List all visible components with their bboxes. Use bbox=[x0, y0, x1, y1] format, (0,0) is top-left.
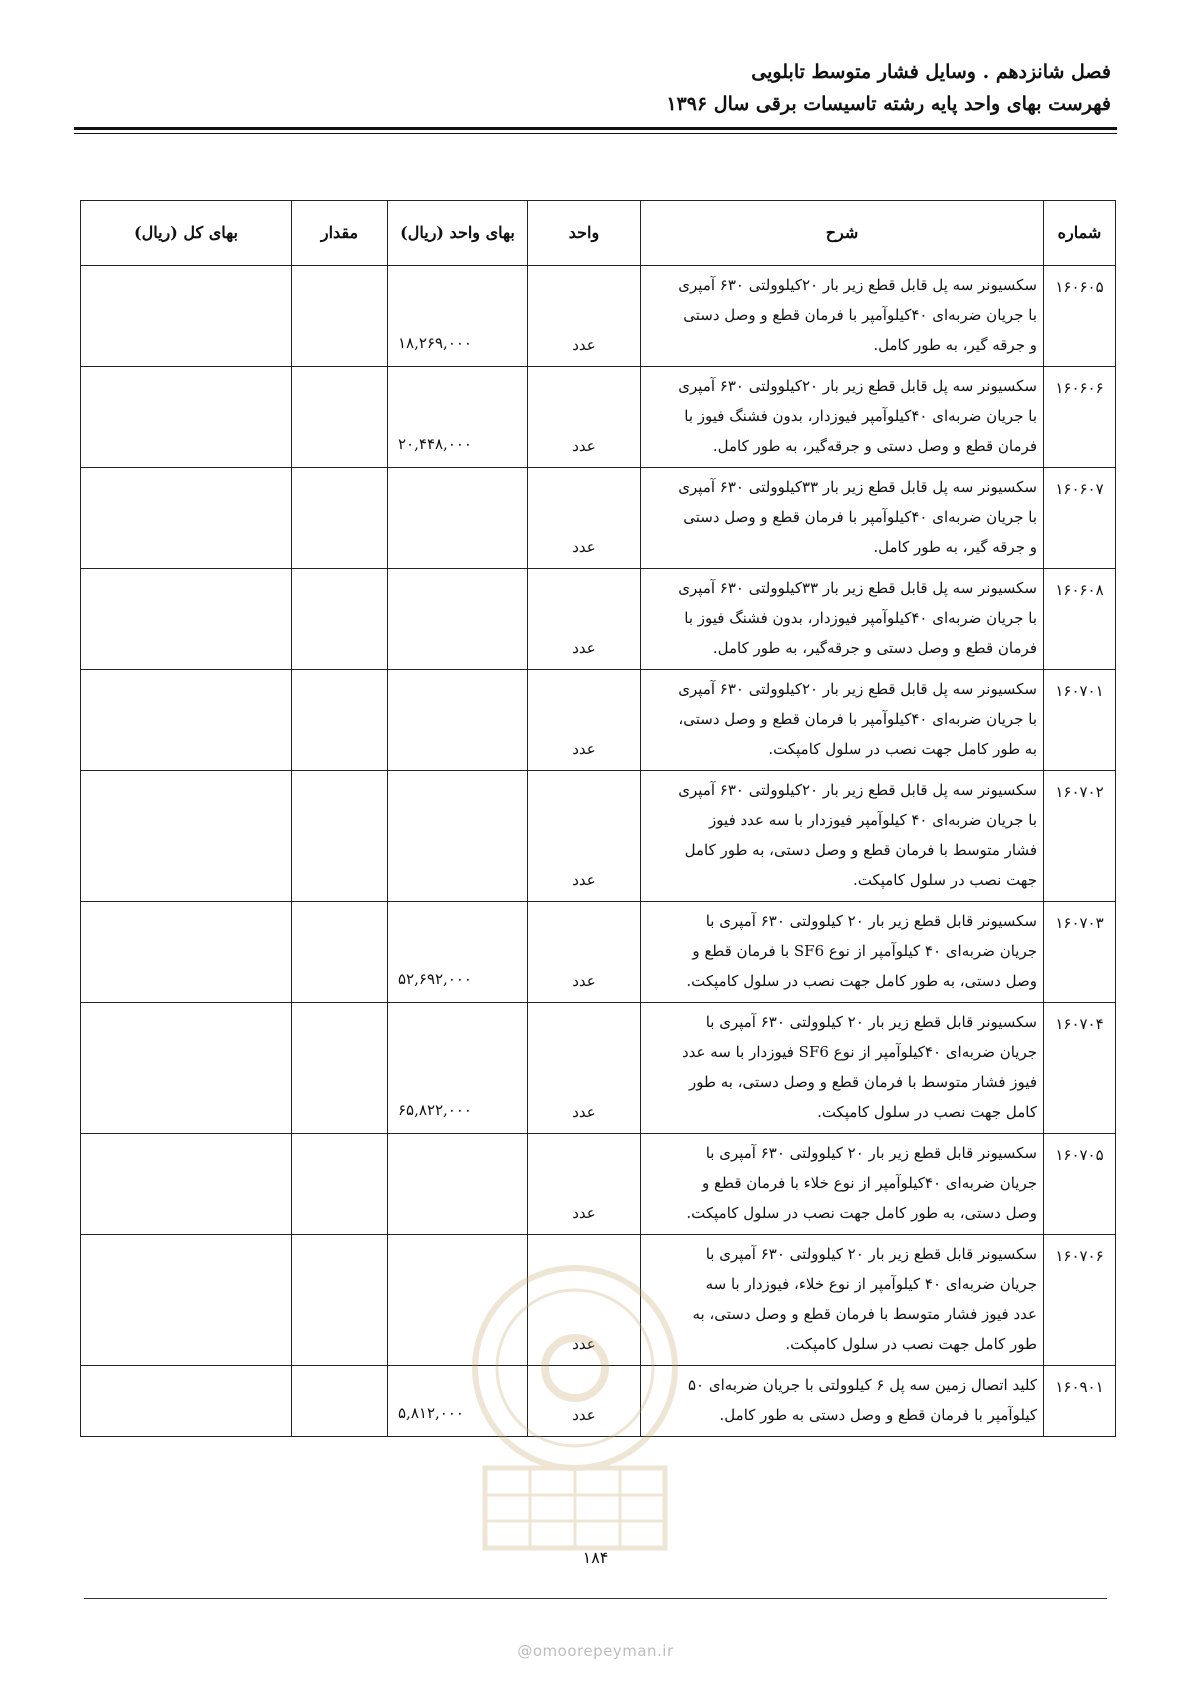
item-total-price bbox=[81, 367, 292, 468]
item-unit-price: ۱۸,۲۶۹,۰۰۰ bbox=[388, 266, 528, 367]
website-watermark: @omoorepeyman.ir bbox=[517, 1642, 674, 1660]
item-unit-price: ۵۲,۶۹۲,۰۰۰ bbox=[388, 902, 528, 1003]
chapter-title: فصل شانزدهم . وسایل فشار متوسط تابلویی bbox=[751, 61, 1111, 83]
item-code: ۱۶۰۶۰۶ bbox=[1044, 367, 1116, 468]
description-line: سکسیونر قابل قطع زیر بار ۲۰ کیلوولتی ۶۳۰ آمپری با bbox=[705, 1245, 1037, 1263]
page-header bbox=[61, 58, 1111, 118]
table-row bbox=[81, 1003, 1116, 1134]
item-description bbox=[641, 771, 1044, 902]
item-code: ۱۶۰۷۰۴ bbox=[1044, 1003, 1116, 1134]
item-total-price bbox=[81, 266, 292, 367]
description-line: سکسیونر سه پل قابل قطع زیر بار ۲۰کیلوولتی ۶۳۰ آمپری bbox=[678, 781, 1037, 799]
item-quantity bbox=[292, 569, 388, 670]
table-row bbox=[81, 771, 1116, 902]
item-total-price bbox=[81, 1235, 292, 1366]
description-line: جهت نصب در سلول کامپکت. bbox=[852, 871, 1037, 889]
item-description bbox=[641, 367, 1044, 468]
item-total-price bbox=[81, 1134, 292, 1235]
item-quantity bbox=[292, 1235, 388, 1366]
item-code: ۱۶۰۶۰۷ bbox=[1044, 468, 1116, 569]
item-code: ۱۶۰۹۰۱ bbox=[1044, 1366, 1116, 1437]
item-description bbox=[641, 1003, 1044, 1134]
description-line: سکسیونر قابل قطع زیر بار ۲۰ کیلوولتی ۶۳۰ آمپری با bbox=[705, 912, 1037, 930]
footer-rule bbox=[84, 1598, 1107, 1599]
description-line: جریان ضربه‌ای ۴۰ کیلوآمپر از نوع خلاء، فیوزدار با سه bbox=[705, 1275, 1037, 1293]
item-quantity bbox=[292, 902, 388, 1003]
item-code: ۱۶۰۷۰۲ bbox=[1044, 771, 1116, 902]
col-header-desc: شرح bbox=[641, 201, 1044, 266]
item-unit: عدد bbox=[528, 771, 641, 902]
item-unit: عدد bbox=[528, 1235, 641, 1366]
item-total-price bbox=[81, 771, 292, 902]
description-line: و جرقه گیر، به طور کامل. bbox=[873, 538, 1037, 556]
item-code: ۱۶۰۷۰۳ bbox=[1044, 902, 1116, 1003]
item-unit-price: ۵,۸۱۲,۰۰۰ bbox=[388, 1366, 528, 1437]
table-row bbox=[81, 902, 1116, 1003]
item-unit: عدد bbox=[528, 468, 641, 569]
item-unit: عدد bbox=[528, 569, 641, 670]
description-line: کیلوآمپر با فرمان قطع و وصل دستی به طور کامل. bbox=[719, 1406, 1037, 1424]
item-code: ۱۶۰۶۰۵ bbox=[1044, 266, 1116, 367]
item-total-price bbox=[81, 1003, 292, 1134]
price-table bbox=[80, 200, 1116, 1437]
item-quantity bbox=[292, 1003, 388, 1134]
description-line: با جریان ضربه‌ای ۴۰ کیلوآمپر فیوزدار با سه عدد فیوز bbox=[709, 811, 1037, 829]
description-line: سکسیونر قابل قطع زیر بار ۲۰ کیلوولتی ۶۳۰ آمپری با bbox=[705, 1144, 1037, 1162]
item-total-price bbox=[81, 902, 292, 1003]
description-line: با جریان ضربه‌ای ۴۰کیلوآمپر فیوزدار، بدون فشنگ فیوز با bbox=[684, 407, 1037, 425]
item-code: ۱۶۰۶۰۸ bbox=[1044, 569, 1116, 670]
col-header-code: شماره bbox=[1044, 201, 1116, 266]
description-line: و جرقه گیر، به طور کامل. bbox=[873, 336, 1037, 354]
description-line: با جریان ضربه‌ای ۴۰کیلوآمپر با فرمان قطع و وصل دستی bbox=[683, 508, 1037, 526]
description-line: وصل دستی، به طور کامل جهت نصب در سلول کامپکت. bbox=[686, 1204, 1037, 1222]
item-unit: عدد bbox=[528, 367, 641, 468]
item-unit-price bbox=[388, 1235, 528, 1366]
header-rule-thin bbox=[74, 133, 1117, 134]
table-row bbox=[81, 670, 1116, 771]
table-row bbox=[81, 468, 1116, 569]
item-total-price bbox=[81, 1366, 292, 1437]
description-line: سکسیونر سه پل قابل قطع زیر بار ۲۰کیلوولتی ۶۳۰ آمپری bbox=[678, 680, 1037, 698]
description-line: جریان ضربه‌ای ۴۰کیلوآمپر از نوع خلاء با فرمان قطع و bbox=[702, 1174, 1037, 1192]
item-quantity bbox=[292, 670, 388, 771]
table-row bbox=[81, 266, 1116, 367]
description-line: کلید اتصال زمین سه پل ۶ کیلوولتی با جریان ضربه‌ای ۵۰ bbox=[688, 1376, 1037, 1394]
description-line: عدد فیوز فشار متوسط با فرمان قطع و وصل دستی، به bbox=[692, 1305, 1037, 1323]
description-line: سکسیونر سه پل قابل قطع زیر بار ۳۳کیلوولتی ۶۳۰ آمپری bbox=[678, 579, 1037, 597]
item-code: ۱۶۰۷۰۵ bbox=[1044, 1134, 1116, 1235]
description-line: طور کامل جهت نصب در سلول کامپکت. bbox=[785, 1335, 1037, 1353]
item-quantity bbox=[292, 1134, 388, 1235]
col-header-unit-price: بهای واحد (ریال) bbox=[388, 201, 528, 266]
item-quantity bbox=[292, 1366, 388, 1437]
description-line: سکسیونر سه پل قابل قطع زیر بار ۳۳کیلوولتی ۶۳۰ آمپری bbox=[678, 478, 1037, 496]
header-rule-thick bbox=[74, 127, 1117, 130]
item-description bbox=[641, 266, 1044, 367]
col-header-qty: مقدار bbox=[292, 201, 388, 266]
item-description bbox=[641, 902, 1044, 1003]
item-unit: عدد bbox=[528, 670, 641, 771]
item-unit-price bbox=[388, 468, 528, 569]
item-unit: عدد bbox=[528, 902, 641, 1003]
item-total-price bbox=[81, 670, 292, 771]
description-line: فرمان قطع و وصل دستی و جرقه‌گیر، به طور کامل. bbox=[712, 437, 1037, 455]
item-quantity bbox=[292, 771, 388, 902]
description-line: کامل جهت نصب در سلول کامپکت. bbox=[817, 1103, 1037, 1121]
item-total-price bbox=[81, 468, 292, 569]
description-line: فشار متوسط با فرمان قطع و وصل دستی، به طور کامل bbox=[684, 841, 1037, 859]
description-line: جریان ضربه‌ای ۴۰ کیلوآمپر از نوع SF6 با فرمان قطع و bbox=[692, 942, 1037, 960]
item-code: ۱۶۰۷۰۱ bbox=[1044, 670, 1116, 771]
item-quantity bbox=[292, 367, 388, 468]
description-line: سکسیونر سه پل قابل قطع زیر بار ۲۰کیلوولتی ۶۳۰ آمپری bbox=[678, 377, 1037, 395]
item-unit-price: ۲۰,۴۴۸,۰۰۰ bbox=[388, 367, 528, 468]
description-line: با جریان ضربه‌ای ۴۰کیلوآمپر با فرمان قطع و وصل دستی bbox=[683, 306, 1037, 324]
item-description bbox=[641, 1235, 1044, 1366]
item-unit-price bbox=[388, 771, 528, 902]
item-unit-price bbox=[388, 569, 528, 670]
col-header-unit: واحد bbox=[528, 201, 641, 266]
description-line: فرمان قطع و وصل دستی و جرقه‌گیر، به طور کامل. bbox=[712, 639, 1037, 657]
item-code: ۱۶۰۷۰۶ bbox=[1044, 1235, 1116, 1366]
description-line: با جریان ضربه‌ای ۴۰کیلوآمپر با فرمان قطع و وصل دستی، bbox=[678, 710, 1037, 728]
page-number: ۱۸۴ bbox=[582, 1548, 609, 1567]
description-line: با جریان ضربه‌ای ۴۰کیلوآمپر فیوزدار، بدون فشنگ فیوز با bbox=[684, 609, 1037, 627]
description-line: فیوز فشار متوسط با فرمان قطع و وصل دستی، به طور bbox=[689, 1073, 1037, 1091]
description-line: جریان ضربه‌ای ۴۰کیلوآمپر از نوع SF6 فیوزدار با سه عدد bbox=[681, 1043, 1037, 1061]
item-quantity bbox=[292, 266, 388, 367]
item-unit: عدد bbox=[528, 266, 641, 367]
item-total-price bbox=[81, 569, 292, 670]
description-line: وصل دستی، به طور کامل جهت نصب در سلول کامپکت. bbox=[686, 972, 1037, 990]
item-unit: عدد bbox=[528, 1366, 641, 1437]
table-row bbox=[81, 1134, 1116, 1235]
price-list-title: فهرست بهای واحد پایه رشته تاسیسات برقی سال ۱۳۹۶ bbox=[666, 93, 1111, 115]
description-line: سکسیونر قابل قطع زیر بار ۲۰ کیلوولتی ۶۳۰ آمپری با bbox=[705, 1013, 1037, 1031]
item-quantity bbox=[292, 468, 388, 569]
col-header-total: بهای کل (ریال) bbox=[81, 201, 292, 266]
description-line: به طور کامل جهت نصب در سلول کامپکت. bbox=[768, 740, 1037, 758]
item-description bbox=[641, 670, 1044, 771]
table-row bbox=[81, 1235, 1116, 1366]
item-unit-price bbox=[388, 1134, 528, 1235]
table-row bbox=[81, 569, 1116, 670]
item-description bbox=[641, 1134, 1044, 1235]
description-line: سکسیونر سه پل قابل قطع زیر بار ۲۰کیلوولتی ۶۳۰ آمپری bbox=[678, 276, 1037, 294]
table-row bbox=[81, 367, 1116, 468]
item-description bbox=[641, 569, 1044, 670]
item-unit: عدد bbox=[528, 1003, 641, 1134]
item-description bbox=[641, 1366, 1044, 1437]
item-unit: عدد bbox=[528, 1134, 641, 1235]
item-unit-price: ۶۵,۸۲۲,۰۰۰ bbox=[388, 1003, 528, 1134]
item-unit-price bbox=[388, 670, 528, 771]
item-description bbox=[641, 468, 1044, 569]
table-body bbox=[81, 266, 1116, 1437]
table-row bbox=[81, 1366, 1116, 1437]
table-header-row bbox=[81, 201, 1116, 266]
